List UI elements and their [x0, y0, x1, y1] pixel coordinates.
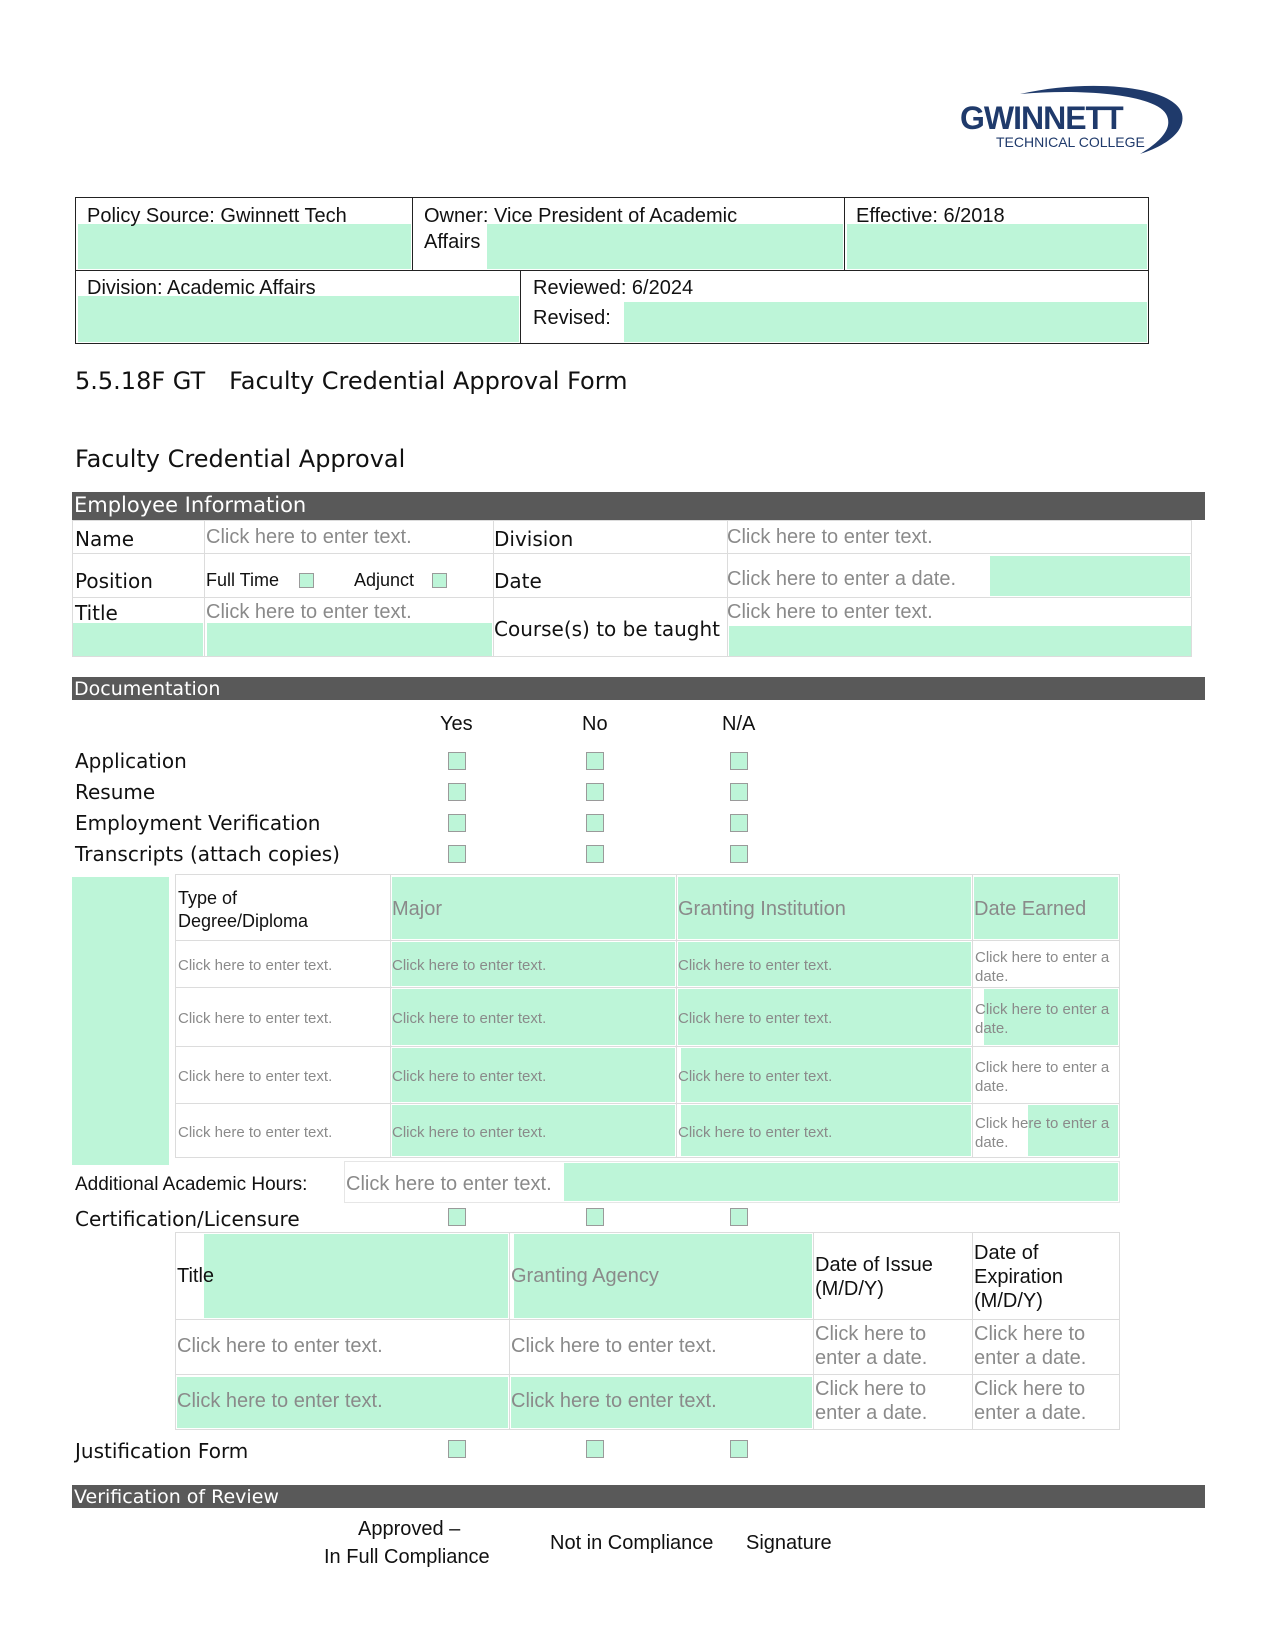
institution-field[interactable]: Click here to enter text.: [678, 1124, 833, 1141]
courses-field[interactable]: Click here to enter text.: [727, 601, 933, 623]
date-of-issue-header: Date of Issue (M/D/Y): [815, 1254, 933, 1300]
approved-label: Approved –: [358, 1518, 461, 1540]
date-label: Date: [494, 569, 542, 593]
section-title: Faculty Credential Approval: [75, 445, 406, 473]
resume-na-checkbox[interactable]: [730, 783, 748, 801]
date-of-expiration-field[interactable]: Click here to enter a date.: [974, 1323, 1087, 1369]
title-label: Title: [75, 601, 118, 625]
policy-effective: Effective: 6/2018: [856, 205, 1005, 227]
approved-label-cont: In Full Compliance: [324, 1546, 490, 1568]
granting-agency-header: Granting Agency: [511, 1265, 659, 1287]
division-label: Division: [494, 527, 574, 551]
granting-agency-field[interactable]: Click here to enter text.: [511, 1335, 717, 1357]
major-field[interactable]: Click here to enter text.: [392, 1124, 547, 1141]
transcripts-na-checkbox[interactable]: [730, 845, 748, 863]
date-earned-field[interactable]: Click here to enter a date.: [975, 949, 1110, 985]
full-time-checkbox[interactable]: [299, 573, 314, 588]
name-field[interactable]: Click here to enter text.: [206, 526, 412, 548]
major-field[interactable]: Click here to enter text.: [392, 1010, 547, 1027]
employment-verification-yes-checkbox[interactable]: [448, 814, 466, 832]
col-na-label: N/A: [722, 713, 756, 735]
transcripts-label: Transcripts (attach copies): [75, 842, 340, 866]
additional-hours-label: Additional Academic Hours:: [75, 1174, 308, 1195]
date-of-issue-field[interactable]: Click here to enter a date.: [815, 1323, 928, 1369]
policy-division: Division: Academic Affairs: [87, 277, 316, 299]
degree-type-field[interactable]: Click here to enter text.: [178, 957, 333, 974]
division-field[interactable]: Click here to enter text.: [727, 526, 933, 548]
application-no-checkbox[interactable]: [586, 752, 604, 770]
cert-title-header: Title: [177, 1265, 215, 1287]
institution-field[interactable]: Click here to enter text.: [678, 1068, 833, 1085]
policy-owner-cont: Affairs: [424, 231, 481, 253]
resume-no-checkbox[interactable]: [586, 783, 604, 801]
certification-yes-checkbox[interactable]: [448, 1208, 466, 1226]
date-earned-field[interactable]: Click here to enter a date.: [975, 1115, 1110, 1151]
employment-verification-label: Employment Verification: [75, 811, 321, 835]
resume-label: Resume: [75, 780, 156, 804]
employee-info-header: Employee Information: [72, 492, 1205, 520]
policy-owner: Owner: Vice President of Academic: [424, 205, 738, 227]
major-field[interactable]: Click here to enter text.: [392, 1068, 547, 1085]
not-in-compliance-label: Not in Compliance: [550, 1532, 714, 1554]
cert-title-field[interactable]: Click here to enter text.: [177, 1390, 383, 1412]
date-earned-field[interactable]: Click here to enter a date.: [975, 1059, 1110, 1095]
policy-source: Policy Source: Gwinnett Tech: [87, 205, 347, 227]
verification-header: Verification of Review: [72, 1485, 1205, 1508]
certification-no-checkbox[interactable]: [586, 1208, 604, 1226]
date-field[interactable]: Click here to enter a date.: [727, 568, 957, 590]
signature-label: Signature: [746, 1532, 832, 1554]
adjunct-checkbox[interactable]: [432, 573, 447, 588]
justification-na-checkbox[interactable]: [730, 1440, 748, 1458]
date-of-expiration-field[interactable]: Click here to enter a date.: [974, 1378, 1087, 1424]
employment-verification-no-checkbox[interactable]: [586, 814, 604, 832]
document-title: 5.5.18F GT Faculty Credential Approval Form: [75, 367, 628, 395]
college-logo: [960, 80, 1190, 160]
degree-type-header: Type of Degree/Diploma: [178, 888, 309, 931]
col-yes-label: Yes: [440, 713, 473, 735]
degree-type-field[interactable]: Click here to enter text.: [178, 1010, 333, 1027]
granting-agency-field[interactable]: Click here to enter text.: [511, 1390, 717, 1412]
logo-name: GWINNETT: [960, 100, 1123, 136]
application-label: Application: [75, 749, 187, 773]
justification-no-checkbox[interactable]: [586, 1440, 604, 1458]
degree-type-field[interactable]: Click here to enter text.: [178, 1068, 333, 1085]
application-yes-checkbox[interactable]: [448, 752, 466, 770]
date-earned-field[interactable]: Click here to enter a date.: [975, 1001, 1110, 1037]
full-time-label: Full Time: [206, 570, 280, 590]
institution-field[interactable]: Click here to enter text.: [678, 957, 833, 974]
certification-label: Certification/Licensure: [75, 1207, 300, 1231]
employment-verification-na-checkbox[interactable]: [730, 814, 748, 832]
justification-yes-checkbox[interactable]: [448, 1440, 466, 1458]
cert-title-field[interactable]: Click here to enter text.: [177, 1335, 383, 1357]
col-no-label: No: [582, 713, 608, 735]
name-label: Name: [75, 527, 135, 551]
date-of-expiration-header: Date of Expiration (M/D/Y): [974, 1242, 1063, 1312]
degree-type-field[interactable]: Click here to enter text.: [178, 1124, 333, 1141]
institution-field[interactable]: Click here to enter text.: [678, 1010, 833, 1027]
date-earned-header: Date Earned: [974, 898, 1087, 920]
granting-institution-header: Granting Institution: [678, 898, 846, 920]
resume-yes-checkbox[interactable]: [448, 783, 466, 801]
policy-reviewed: Reviewed: 6/2024: [533, 277, 694, 299]
certification-na-checkbox[interactable]: [730, 1208, 748, 1226]
logo-subtitle: TECHNICAL COLLEGE: [996, 134, 1145, 150]
position-label: Position: [75, 569, 153, 593]
documentation-header: Documentation: [72, 677, 1205, 700]
adjunct-label: Adjunct: [354, 570, 415, 590]
transcripts-yes-checkbox[interactable]: [448, 845, 466, 863]
transcripts-no-checkbox[interactable]: [586, 845, 604, 863]
courses-label: Course(s) to be taught: [494, 617, 720, 641]
date-of-issue-field[interactable]: Click here to enter a date.: [815, 1378, 928, 1424]
application-na-checkbox[interactable]: [730, 752, 748, 770]
justification-label: Justification Form: [75, 1439, 249, 1463]
major-header: Major: [392, 898, 443, 920]
policy-revised: Revised:: [533, 307, 611, 329]
title-field[interactable]: Click here to enter text.: [206, 601, 412, 623]
additional-hours-field[interactable]: Click here to enter text.: [346, 1173, 552, 1195]
major-field[interactable]: Click here to enter text.: [392, 957, 547, 974]
